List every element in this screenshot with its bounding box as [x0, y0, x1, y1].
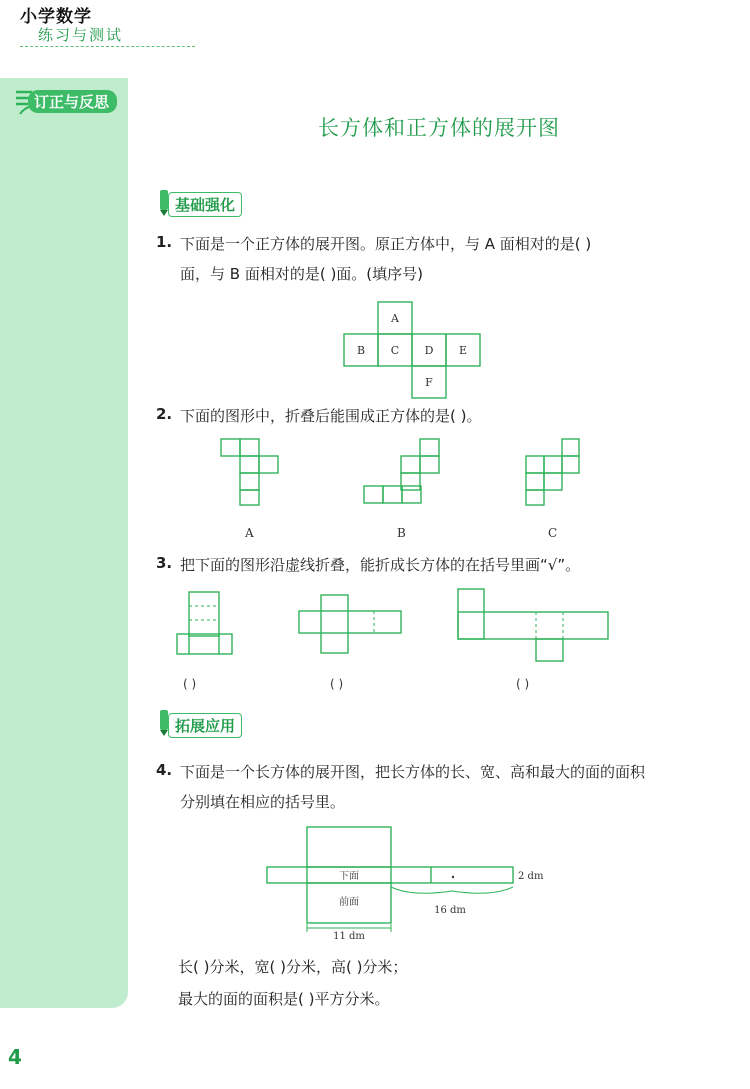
q3-paren-2: ( ): [330, 677, 344, 691]
q3-paren-1: ( ): [183, 677, 197, 691]
q1-number: 1.: [156, 233, 173, 251]
q4-answer-line2: 最大的面的面积是( )平方分米。: [178, 990, 390, 1008]
q2-net-b: [362, 437, 442, 507]
q3-net-1: [175, 590, 235, 658]
q4-number: 4.: [156, 761, 173, 779]
q2-number: 2.: [156, 405, 173, 423]
face-label-f: F: [425, 376, 433, 389]
dim-16dm: 16 dm: [434, 905, 466, 916]
q1-line2: 面，与 B 面相对的是( )面。(填序号): [180, 265, 424, 283]
q2-label-a: A: [245, 526, 254, 540]
q3-text: 把下面的图形沿虚线折叠，能折成长方体的在括号里画“√”。: [180, 556, 581, 574]
page-number: 4: [8, 1045, 22, 1069]
face-front-label: 前面: [339, 897, 359, 908]
q3-net-2: [297, 593, 405, 657]
q1-line1: 下面是一个正方体的展开图。原正方体中，与 A 面相对的是( ): [180, 235, 592, 253]
q4-line1: 下面是一个长方体的展开图，把长方体的长、宽、高和最大的面的面积: [180, 763, 646, 781]
q2-label-b: B: [397, 526, 406, 540]
dim-11dm: 11 dm: [333, 931, 365, 942]
q3-number: 3.: [156, 554, 173, 572]
q3-net-3: [456, 587, 610, 663]
q2-net-a: [215, 437, 285, 507]
q2-text: 下面的图形中，折叠后能围成正方体的是( )。: [180, 407, 482, 425]
face-label-c: C: [390, 344, 400, 357]
face-label-b: B: [356, 344, 366, 357]
face-label-d: D: [424, 344, 434, 357]
face-bottom-label: 下面: [339, 871, 359, 882]
series-title: 小学数学: [20, 7, 92, 27]
section-basic: 基础强化: [168, 192, 242, 217]
q1-cube-net: [340, 300, 485, 400]
book-subtitle: 练习与测试: [38, 26, 124, 44]
q4-cuboid-net: [262, 825, 552, 945]
q4-answer-line1: 长( )分米，宽( )分米，高( )分米；: [178, 958, 408, 976]
face-label-e: E: [458, 344, 468, 357]
section-extend: 拓展应用: [168, 713, 242, 738]
face-label-a: A: [391, 312, 399, 325]
q2-net-c: [522, 437, 582, 507]
correction-sidebar: [0, 78, 128, 1008]
q4-line2: 分别填在相应的括号里。: [180, 793, 346, 811]
q2-label-c: C: [548, 526, 558, 540]
dim-2dm: 2 dm: [518, 871, 544, 882]
page-title: 长方体和正方体的展开图: [318, 116, 560, 140]
q3-paren-3: ( ): [516, 677, 530, 691]
sidebar-title: 订正与反思: [28, 90, 117, 113]
